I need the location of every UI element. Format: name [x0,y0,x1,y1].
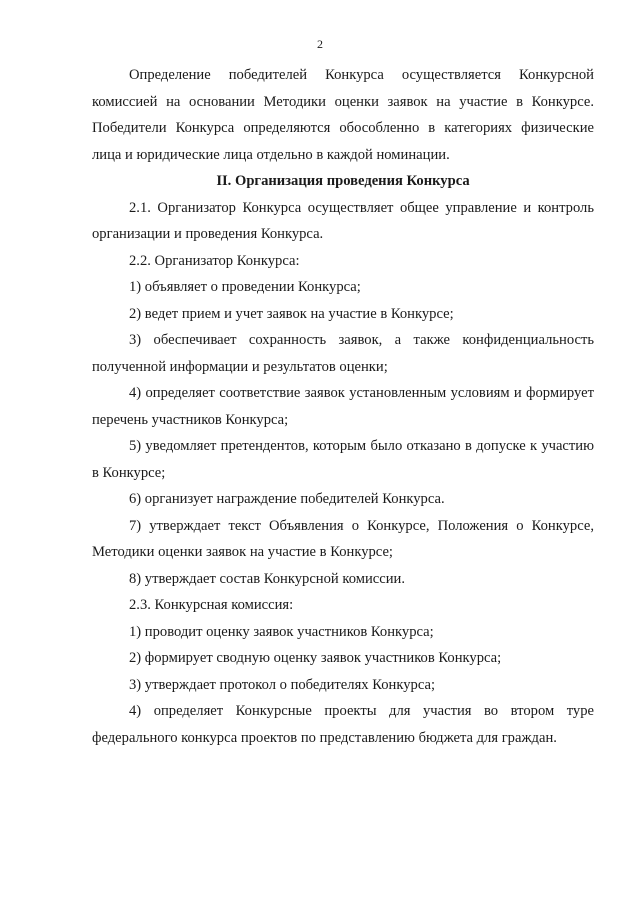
list-item-2-2-1: 1) объявляет о проведении Конкурса; [129,279,361,295]
list-item-2-2-4: 4) определяет соответствие заявок установленным условиям и формирует перечень участников Конкурса; [92,385,594,428]
list-item-2-2-3: 3) обеспечивает сохранность заявок, а также конфиденциальность полученной информации и результатов оценки; [92,332,594,375]
list-item-2-3-2: 2) формирует сводную оценку заявок участников Конкурса; [129,650,502,666]
list-item-2-2-6: 6) организует награждение победителей Конкурса. [129,491,445,507]
document-body [92,62,594,751]
list-item-2-2-5: 5) уведомляет претендентов, которым было отказано в допуске к участию в Конкурсе; [92,438,594,481]
list-item-2-3-1: 1) проводит оценку заявок участников Конкурса; [129,623,434,640]
paragraph-2-1: 2.1. Организатор Конкурса осуществляет общее управление и контроль организации и проведения Конкурса. [92,199,594,242]
list-item-2-3-3: 3) утверждает протокол о победителях Конкурса; [129,676,436,693]
paragraph-2-3: 2.3. Конкурсная комиссия: [129,597,294,613]
paragraph-2-2: 2.2. Организатор Конкурса: [129,252,300,269]
list-item-2-2-7: 7) утверждает текст Объявления о Конкурсе, Положения о Конкурсе, Методики оценки заявок на участие в Конкурсе; [92,517,594,560]
list-item-2-2-8: 8) утверждает состав Конкурсной комиссии. [129,570,406,587]
section-heading: II. Организация проведения Конкурса [216,173,470,189]
list-item-2-2-2: 2) ведет прием и учет заявок на участие в Конкурсе; [129,305,454,322]
list-item-2-3-4: 4) определяет Конкурсные проекты для участия во втором туре федерального конкурса проектов по представлению бюджета для граждан. [92,703,594,746]
intro-paragraph: Определение победителей Конкурса осуществляется Конкурсной комиссией на основании Методики оценки заявок на участие в Конкурсе. Победители Конкурса определяются обособленно в категориях физические лица и юридические лица отдельно в каждой номинации. [92,67,594,163]
page-number: 2 [317,37,323,51]
